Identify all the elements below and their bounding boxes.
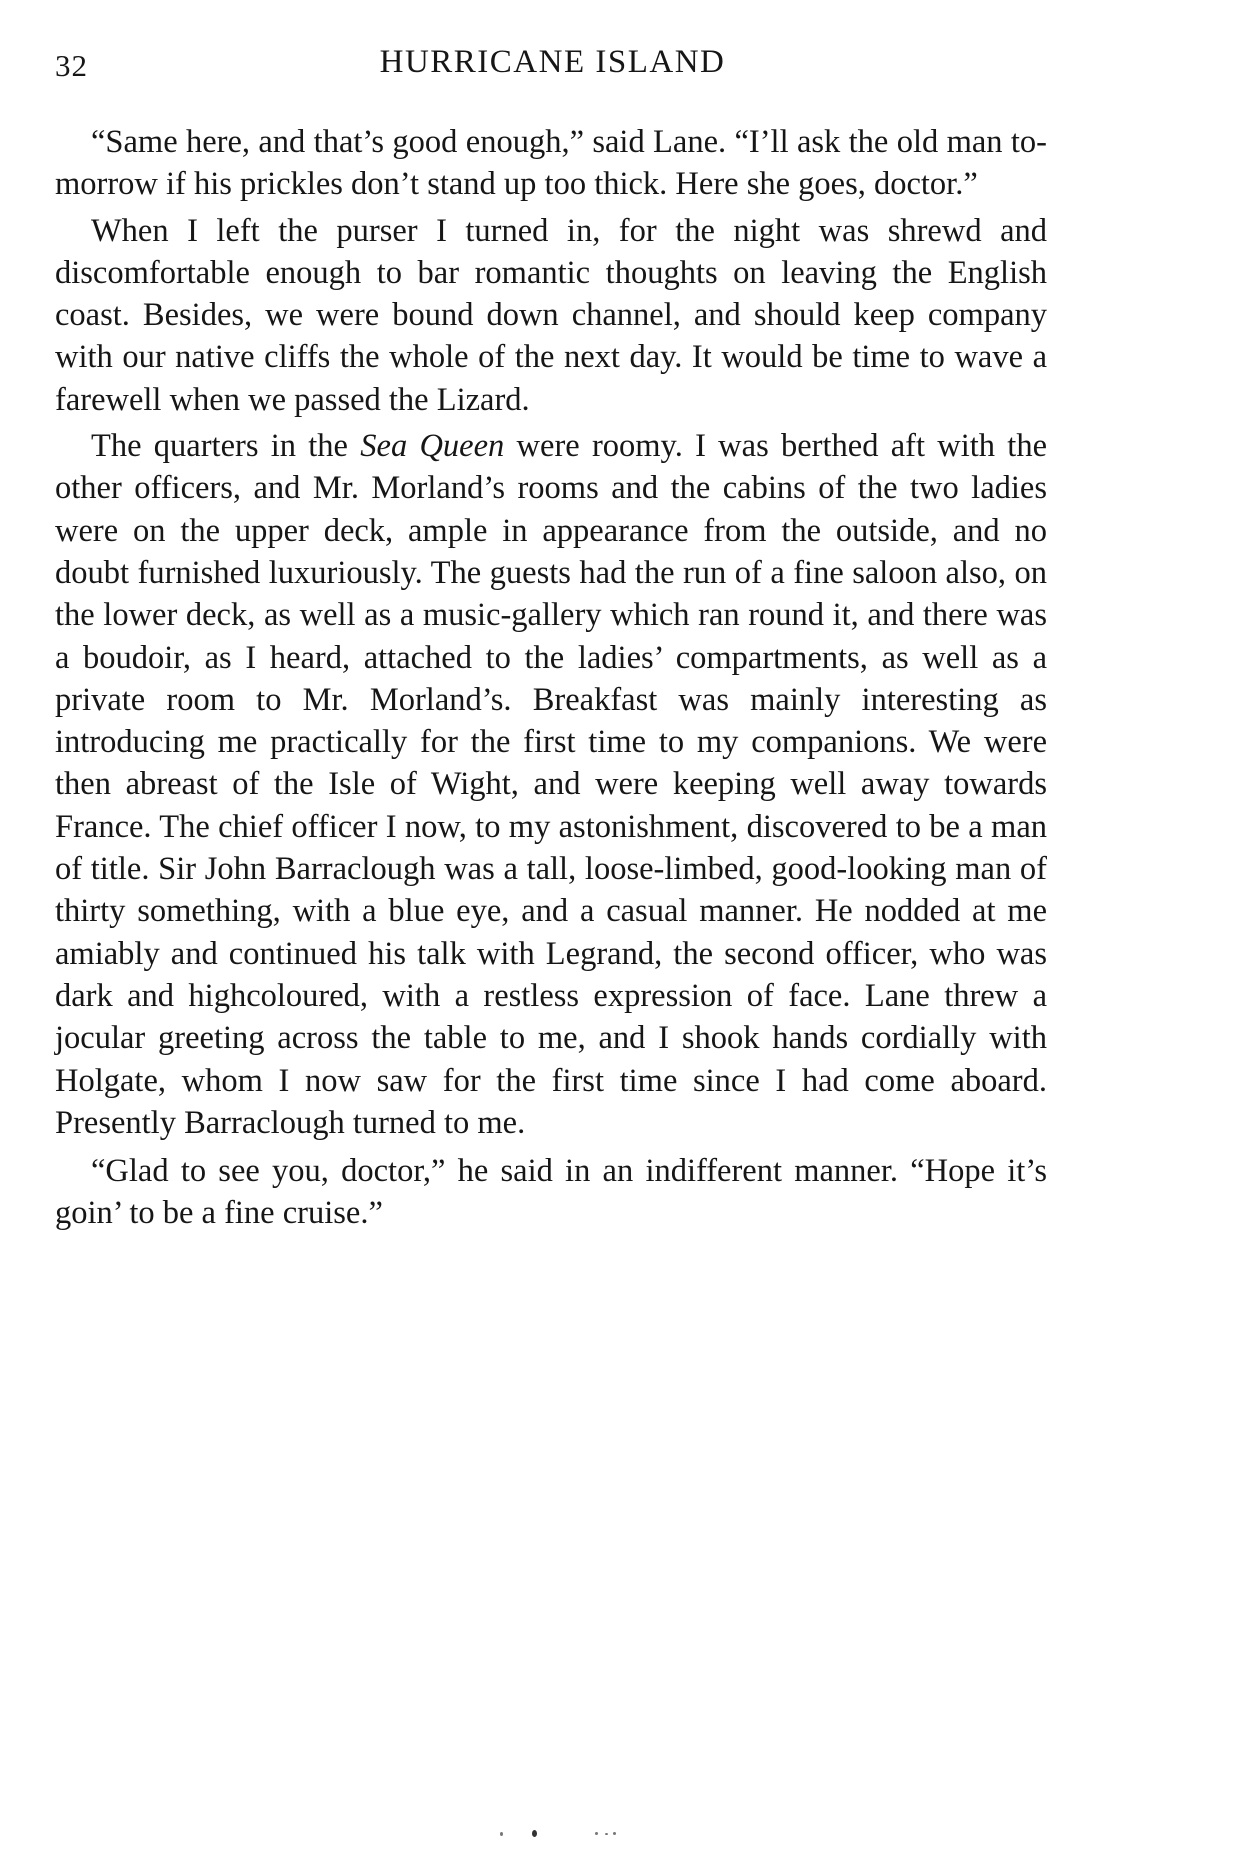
paragraph: When I left the purser I turned in, for the night was shrewd and discomfortable enough to bar romantic thoughts on leaving the English coast. Besides, we were bound down channel, and should keep company with our native cliffs the whole of the next day. It would be time to wave a farewell when we passed the Lizard. (55, 212, 1047, 418)
body-text (55, 121, 1047, 1235)
paragraph (55, 425, 1047, 1144)
page-header (55, 44, 1050, 84)
running-title: HURRICANE ISLAND (379, 44, 726, 80)
speck (532, 1830, 537, 1837)
speck (613, 1832, 616, 1835)
paragraph: “Glad to see you, doctor,” he said in an indifferent manner. “Hope it’s goin’ to be a fine cruise.” (55, 1153, 1047, 1232)
paragraph: “Same here, and that’s good enough,” said Lane. “I’ll ask the old man to-morrow if his prickles don’t stand up too thick. Here she goes, doctor.” (55, 124, 1047, 203)
speck (595, 1832, 598, 1835)
speck (500, 1832, 503, 1836)
paragraph-text: were roomy. I was berthed aft with the other officers, and Mr. Morland’s rooms and the cabins of the two ladies were on the upper deck, ample in appearance from the outside, and no doubt furnished luxuriously. The guests had the run of a fine saloon also, on the lower deck, as well as a music-gallery which ran round it, and there was a boudoir, as I heard, attached to the ladies’ compartments, as well as a private room to Mr. Morland’s. Breakfast was mainly interesting as introducing me practically for the first time to my companions. We were then abreast of the Isle of Wight, and were keeping well away towards France. The chief officer I now, to my astonishment, discovered to be a man of title. Sir John Barraclough was a tall, loose-limbed, good-looking man of thirty something, with a blue eye, and a casual manner. He nodded at me amiably and continued his talk with Legrand, the second officer, who was dark and highcoloured, with a restless expression of face. Lane threw a jocular greeting across the table to me, and I shook hands cordially with Holgate, whom I now saw for the first time since I had come aboard. Presently Barraclough turned to me. (55, 428, 1048, 1141)
speck (605, 1833, 608, 1835)
page-number: 32 (55, 48, 88, 83)
print-specks (500, 1826, 700, 1840)
paragraph-text: The quarters in the (91, 428, 361, 465)
ship-name: Sea Queen (360, 428, 505, 465)
